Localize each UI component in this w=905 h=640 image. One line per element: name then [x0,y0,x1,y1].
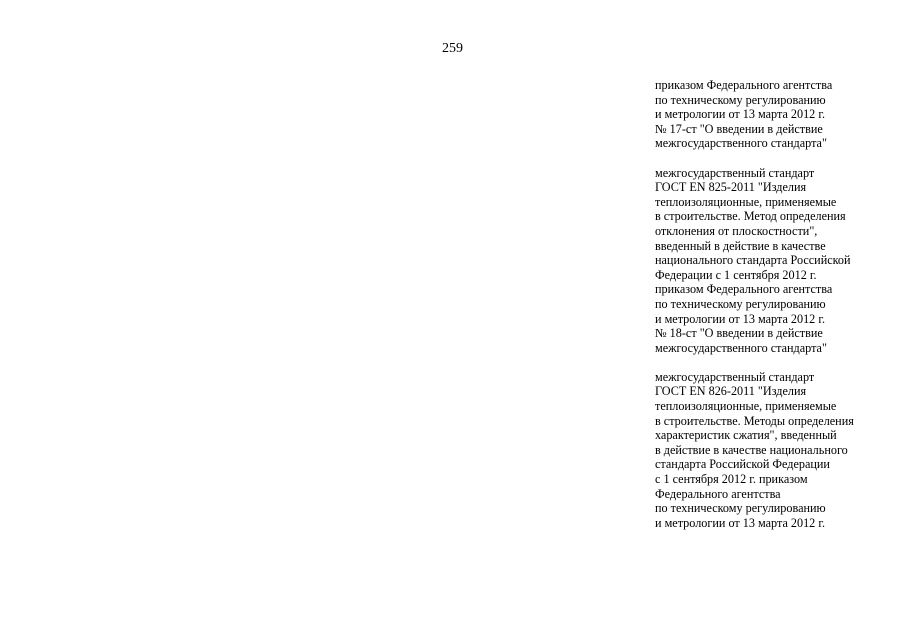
text-column [655,78,895,545]
text-line: введенный в действие в качестве [655,238,826,253]
text-line: межгосударственный стандарт [655,165,815,180]
text-line: отклонения от плоскостности", [655,223,818,238]
text-line: и метрологии от 13 марта 2012 г. [655,515,825,530]
paragraph-1 [655,78,895,151]
text-line: межгосударственного стандарта" [655,340,827,355]
text-line: по техническому регулированию [655,296,826,311]
text-line: № 17-ст "О введении в действие [655,121,823,136]
text-line: по техническому регулированию [655,501,826,516]
text-line: межгосударственный стандарт [655,369,815,384]
text-line: в строительстве. Метод определения [655,209,846,224]
paragraph-3 [655,370,895,531]
text-line: характеристик сжатия", введенный [655,428,837,443]
text-line: с 1 сентября 2012 г. приказом [655,472,808,487]
text-line: в действие в качестве национального [655,442,848,457]
text-line: ГОСТ EN 826-2011 "Изделия [655,384,807,399]
text-line: в строительстве. Методы определения [655,413,854,428]
text-line: и метрологии от 13 марта 2012 г. [655,311,825,326]
text-line: теплоизоляционные, применяемые [655,399,837,414]
text-line: национального стандарта Российской [655,253,851,268]
text-line: ГОСТ EN 825-2011 "Изделия [655,180,807,195]
text-line: по техническому регулированию [655,92,826,107]
paragraph-2 [655,166,895,356]
text-line: межгосударственного стандарта" [655,136,827,151]
text-line: Федерального агентства [655,486,781,501]
page-number: 259 [442,41,463,56]
text-line: № 18-ст "О введении в действие [655,326,823,341]
text-line: приказом Федерального агентства [655,78,833,92]
text-line: и метрологии от 13 марта 2012 г. [655,107,825,122]
text-line: стандарта Российской Федерации [655,457,830,472]
text-line: теплоизоляционные, применяемые [655,194,837,209]
text-line: Федерации с 1 сентября 2012 г. [655,267,817,282]
text-line: приказом Федерального агентства [655,282,833,297]
